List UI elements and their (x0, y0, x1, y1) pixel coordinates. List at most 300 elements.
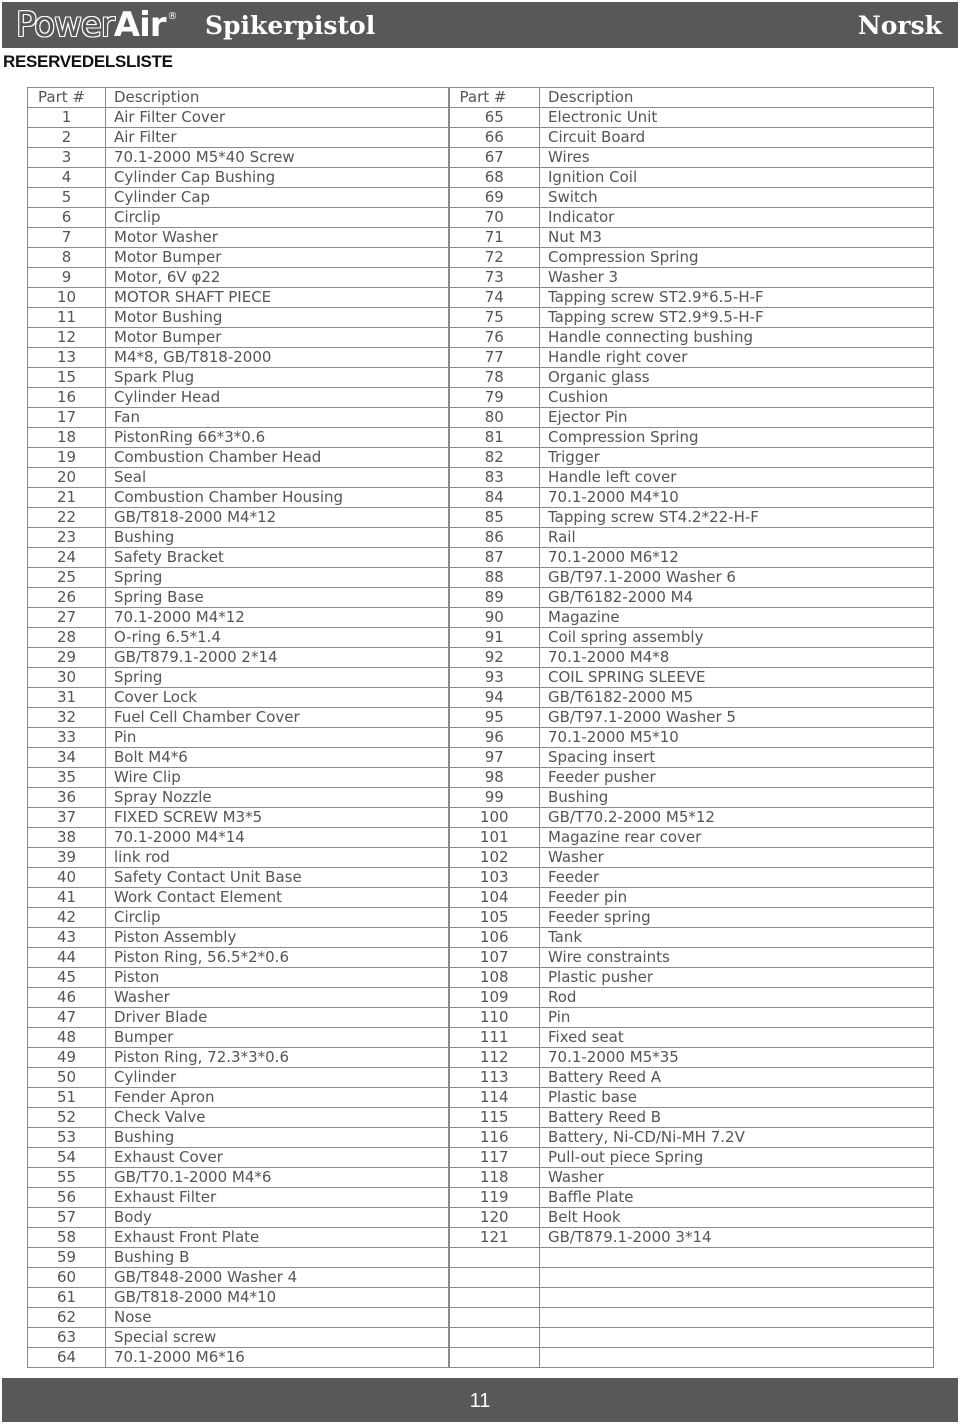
description-left: Combustion Chamber Head (106, 448, 449, 468)
part-number-left: 55 (28, 1168, 106, 1188)
part-number-right: 87 (449, 548, 540, 568)
part-number-left: 20 (28, 468, 106, 488)
description-right: Ejector Pin (540, 408, 934, 428)
description-right: GB/T879.1-2000 3*14 (540, 1228, 934, 1248)
table-row (28, 268, 934, 288)
page-header (2, 2, 958, 48)
table-row (28, 748, 934, 768)
part-number-left: 54 (28, 1148, 106, 1168)
table-row (28, 408, 934, 428)
part-number-left: 1 (28, 108, 106, 128)
table-row (28, 848, 934, 868)
part-number-left: 29 (28, 648, 106, 668)
part-number-left: 5 (28, 188, 106, 208)
table-row (28, 128, 934, 148)
description-left: 70.1-2000 M5*40 Screw (106, 148, 449, 168)
description-right: Magazine (540, 608, 934, 628)
description-left: Driver Blade (106, 1008, 449, 1028)
part-number-left: 23 (28, 528, 106, 548)
description-left: Spring (106, 568, 449, 588)
description-left: Nose (106, 1308, 449, 1328)
part-number-left: 40 (28, 868, 106, 888)
table-row (28, 1348, 934, 1368)
table-row (28, 208, 934, 228)
description-right: COIL SPRING SLEEVE (540, 668, 934, 688)
part-number-left: 21 (28, 488, 106, 508)
description-right (540, 1308, 934, 1328)
part-number-right: 101 (449, 828, 540, 848)
description-left: Circlip (106, 208, 449, 228)
table-row (28, 1188, 934, 1208)
part-number-right: 83 (449, 468, 540, 488)
parts-table (27, 87, 934, 1368)
description-left: Seal (106, 468, 449, 488)
page-number: 11 (469, 1390, 491, 1412)
part-number-right: 105 (449, 908, 540, 928)
description-right: Coil spring assembly (540, 628, 934, 648)
part-number-left: 47 (28, 1008, 106, 1028)
part-number-right: 69 (449, 188, 540, 208)
description-right: GB/T70.2-2000 M5*12 (540, 808, 934, 828)
part-number-left: 11 (28, 308, 106, 328)
part-number-right: 70 (449, 208, 540, 228)
description-right: 70.1-2000 M5*10 (540, 728, 934, 748)
table-row (28, 668, 934, 688)
part-number-right: 116 (449, 1128, 540, 1148)
table-row (28, 688, 934, 708)
part-number-right: 82 (449, 448, 540, 468)
part-number-left: 50 (28, 1068, 106, 1088)
table-row (28, 1208, 934, 1228)
table-row (28, 568, 934, 588)
description-right: 70.1-2000 M4*10 (540, 488, 934, 508)
part-number-right: 80 (449, 408, 540, 428)
part-number-left: 32 (28, 708, 106, 728)
page-footer (2, 1378, 958, 1422)
part-number-right: 75 (449, 308, 540, 328)
table-row (28, 1128, 934, 1148)
description-right: Tapping screw ST4.2*22-H-F (540, 508, 934, 528)
description-left: Cylinder Cap Bushing (106, 168, 449, 188)
description-right: Feeder pusher (540, 768, 934, 788)
table-row (28, 1088, 934, 1108)
part-number-left: 15 (28, 368, 106, 388)
table-row (28, 548, 934, 568)
part-number-left: 48 (28, 1028, 106, 1048)
table-row (28, 168, 934, 188)
table-row (28, 528, 934, 548)
part-number-right: 78 (449, 368, 540, 388)
part-number-right: 84 (449, 488, 540, 508)
description-left: Bushing (106, 528, 449, 548)
description-left: Exhaust Cover (106, 1148, 449, 1168)
poweair-logo (16, 5, 177, 45)
description-right: Plastic pusher (540, 968, 934, 988)
part-number-right: 66 (449, 128, 540, 148)
part-number-left: 38 (28, 828, 106, 848)
description-right: Battery Reed B (540, 1108, 934, 1128)
description-right: Bushing (540, 788, 934, 808)
description-left: Fender Apron (106, 1088, 449, 1108)
part-number-right: 72 (449, 248, 540, 268)
table-header-row (28, 88, 934, 108)
part-number-right: 119 (449, 1188, 540, 1208)
parts-table-body (28, 88, 934, 1368)
part-number-right: 93 (449, 668, 540, 688)
part-number-right (449, 1288, 540, 1308)
part-number-left: 7 (28, 228, 106, 248)
description-left: Work Contact Element (106, 888, 449, 908)
part-number-right: 91 (449, 628, 540, 648)
description-right (540, 1268, 934, 1288)
part-number-right: 111 (449, 1028, 540, 1048)
table-row (28, 1028, 934, 1048)
description-left: Bushing B (106, 1248, 449, 1268)
registered-mark: ® (167, 11, 177, 22)
description-left: Body (106, 1208, 449, 1228)
part-number-left: 36 (28, 788, 106, 808)
part-number-left: 17 (28, 408, 106, 428)
description-left: Circlip (106, 908, 449, 928)
part-number-left: 46 (28, 988, 106, 1008)
part-number-left: 12 (28, 328, 106, 348)
description-right: Tank (540, 928, 934, 948)
part-number-right: 106 (449, 928, 540, 948)
description-right: Wires (540, 148, 934, 168)
part-number-right: 102 (449, 848, 540, 868)
description-left: M4*8, GB/T818-2000 (106, 348, 449, 368)
part-number-left: 42 (28, 908, 106, 928)
product-title: Spikerpistol (205, 11, 376, 40)
description-right: Cushion (540, 388, 934, 408)
description-right: Handle connecting bushing (540, 328, 934, 348)
description-right: Tapping screw ST2.9*6.5-H-F (540, 288, 934, 308)
description-right: Washer 3 (540, 268, 934, 288)
part-number-left: 64 (28, 1348, 106, 1368)
description-right: Washer (540, 1168, 934, 1188)
table-row (28, 948, 934, 968)
description-left: MOTOR SHAFT PIECE (106, 288, 449, 308)
part-number-left: 63 (28, 1328, 106, 1348)
part-number-left: 2 (28, 128, 106, 148)
table-row (28, 468, 934, 488)
description-left: 70.1-2000 M4*14 (106, 828, 449, 848)
description-right: Feeder pin (540, 888, 934, 908)
description-left: GB/T818-2000 M4*12 (106, 508, 449, 528)
part-number-left: 6 (28, 208, 106, 228)
part-number-left: 53 (28, 1128, 106, 1148)
description-left: Spark Plug (106, 368, 449, 388)
section-title: RESERVEDELSLISTE (3, 52, 173, 71)
column-header-part-right: Part # (449, 88, 540, 108)
part-number-right: 107 (449, 948, 540, 968)
description-right: Compression Spring (540, 248, 934, 268)
table-row (28, 1108, 934, 1128)
part-number-left: 28 (28, 628, 106, 648)
table-row (28, 788, 934, 808)
description-right: Organic glass (540, 368, 934, 388)
description-right (540, 1288, 934, 1308)
part-number-right (449, 1308, 540, 1328)
description-left: Bumper (106, 1028, 449, 1048)
description-left: GB/T70.1-2000 M4*6 (106, 1168, 449, 1188)
part-number-left: 13 (28, 348, 106, 368)
description-right: Plastic base (540, 1088, 934, 1108)
part-number-right (449, 1348, 540, 1368)
description-left: Motor Washer (106, 228, 449, 248)
description-left: 70.1-2000 M4*12 (106, 608, 449, 628)
description-right (540, 1248, 934, 1268)
part-number-left: 30 (28, 668, 106, 688)
description-right: Circuit Board (540, 128, 934, 148)
description-right: Battery, Ni-CD/Ni-MH 7.2V (540, 1128, 934, 1148)
table-row (28, 1228, 934, 1248)
description-right: Rail (540, 528, 934, 548)
description-left: PistonRing 66*3*0.6 (106, 428, 449, 448)
table-row (28, 1288, 934, 1308)
description-left: Spring (106, 668, 449, 688)
part-number-left: 56 (28, 1188, 106, 1208)
table-row (28, 888, 934, 908)
description-left: Exhaust Front Plate (106, 1228, 449, 1248)
part-number-left: 35 (28, 768, 106, 788)
description-left: FIXED SCREW M3*5 (106, 808, 449, 828)
description-right: Feeder spring (540, 908, 934, 928)
table-row (28, 1048, 934, 1068)
description-right: Indicator (540, 208, 934, 228)
description-right: Magazine rear cover (540, 828, 934, 848)
description-left: Motor Bushing (106, 308, 449, 328)
part-number-left: 33 (28, 728, 106, 748)
part-number-left: 18 (28, 428, 106, 448)
part-number-left: 44 (28, 948, 106, 968)
description-left: Exhaust Filter (106, 1188, 449, 1208)
column-header-part-left: Part # (28, 88, 106, 108)
table-row (28, 508, 934, 528)
description-left: Cylinder Cap (106, 188, 449, 208)
description-left: Cylinder Head (106, 388, 449, 408)
table-row (28, 908, 934, 928)
part-number-left: 37 (28, 808, 106, 828)
description-left: Air Filter Cover (106, 108, 449, 128)
description-right: 70.1-2000 M4*8 (540, 648, 934, 668)
table-row (28, 228, 934, 248)
description-right: Handle left cover (540, 468, 934, 488)
description-left: Bushing (106, 1128, 449, 1148)
description-left: Air Filter (106, 128, 449, 148)
part-number-left: 19 (28, 448, 106, 468)
part-number-right: 81 (449, 428, 540, 448)
part-number-right: 71 (449, 228, 540, 248)
description-right: Rod (540, 988, 934, 1008)
table-row (28, 388, 934, 408)
part-number-left: 31 (28, 688, 106, 708)
table-row (28, 368, 934, 388)
description-right: Switch (540, 188, 934, 208)
part-number-right: 68 (449, 168, 540, 188)
table-row (28, 448, 934, 468)
table-row (28, 348, 934, 368)
part-number-left: 3 (28, 148, 106, 168)
table-row (28, 428, 934, 448)
part-number-right: 85 (449, 508, 540, 528)
language-label: Norsk (857, 11, 942, 40)
table-row (28, 1308, 934, 1328)
part-number-left: 49 (28, 1048, 106, 1068)
description-right: Spacing insert (540, 748, 934, 768)
description-left: Piston Ring, 56.5*2*0.6 (106, 948, 449, 968)
description-right: GB/T97.1-2000 Washer 6 (540, 568, 934, 588)
description-left: Safety Bracket (106, 548, 449, 568)
description-right: Nut M3 (540, 228, 934, 248)
description-left: Wire Clip (106, 768, 449, 788)
description-left: Piston Assembly (106, 928, 449, 948)
part-number-left: 59 (28, 1248, 106, 1268)
part-number-left: 8 (28, 248, 106, 268)
part-number-right (449, 1248, 540, 1268)
part-number-right: 98 (449, 768, 540, 788)
part-number-left: 41 (28, 888, 106, 908)
description-left: GB/T848-2000 Washer 4 (106, 1268, 449, 1288)
part-number-left: 43 (28, 928, 106, 948)
part-number-left: 51 (28, 1088, 106, 1108)
part-number-right: 112 (449, 1048, 540, 1068)
part-number-right: 121 (449, 1228, 540, 1248)
part-number-right: 97 (449, 748, 540, 768)
table-row (28, 488, 934, 508)
description-left: Fan (106, 408, 449, 428)
part-number-left: 27 (28, 608, 106, 628)
description-right: Pull-out piece Spring (540, 1148, 934, 1168)
part-number-right: 67 (449, 148, 540, 168)
part-number-right: 114 (449, 1088, 540, 1108)
description-left: O-ring 6.5*1.4 (106, 628, 449, 648)
table-row (28, 1328, 934, 1348)
part-number-left: 62 (28, 1308, 106, 1328)
description-right: Fixed seat (540, 1028, 934, 1048)
part-number-left: 9 (28, 268, 106, 288)
description-left: Pin (106, 728, 449, 748)
description-right: Battery Reed A (540, 1068, 934, 1088)
part-number-right: 108 (449, 968, 540, 988)
part-number-left: 16 (28, 388, 106, 408)
description-left: Check Valve (106, 1108, 449, 1128)
part-number-left: 52 (28, 1108, 106, 1128)
table-row (28, 808, 934, 828)
table-row (28, 1068, 934, 1088)
table-row (28, 988, 934, 1008)
table-row (28, 768, 934, 788)
description-right: 70.1-2000 M6*12 (540, 548, 934, 568)
part-number-right: 117 (449, 1148, 540, 1168)
description-right: Feeder (540, 868, 934, 888)
part-number-right: 90 (449, 608, 540, 628)
description-left: Fuel Cell Chamber Cover (106, 708, 449, 728)
table-row (28, 248, 934, 268)
column-header-description-left: Description (106, 88, 449, 108)
part-number-right: 113 (449, 1068, 540, 1088)
part-number-left: 24 (28, 548, 106, 568)
description-right: Belt Hook (540, 1208, 934, 1228)
description-left: GB/T818-2000 M4*10 (106, 1288, 449, 1308)
part-number-right: 92 (449, 648, 540, 668)
part-number-left: 39 (28, 848, 106, 868)
table-row (28, 188, 934, 208)
table-row (28, 148, 934, 168)
table-row (28, 928, 934, 948)
part-number-right: 94 (449, 688, 540, 708)
description-left: GB/T879.1-2000 2*14 (106, 648, 449, 668)
logo-power-text: Power (16, 5, 114, 45)
table-row (28, 588, 934, 608)
table-row (28, 868, 934, 888)
description-left: Combustion Chamber Housing (106, 488, 449, 508)
part-number-right: 74 (449, 288, 540, 308)
table-row (28, 1168, 934, 1188)
part-number-right (449, 1328, 540, 1348)
description-left: Piston Ring, 72.3*3*0.6 (106, 1048, 449, 1068)
part-number-right: 96 (449, 728, 540, 748)
column-header-description-right: Description (540, 88, 934, 108)
description-left: Special screw (106, 1328, 449, 1348)
table-row (28, 708, 934, 728)
description-right: Compression Spring (540, 428, 934, 448)
description-right: Wire constraints (540, 948, 934, 968)
part-number-right: 95 (449, 708, 540, 728)
table-row (28, 828, 934, 848)
description-right: Electronic Unit (540, 108, 934, 128)
part-number-left: 26 (28, 588, 106, 608)
description-right: GB/T97.1-2000 Washer 5 (540, 708, 934, 728)
part-number-right: 118 (449, 1168, 540, 1188)
part-number-left: 10 (28, 288, 106, 308)
description-right: Trigger (540, 448, 934, 468)
description-right (540, 1328, 934, 1348)
table-row (28, 1008, 934, 1028)
description-right: GB/T6182-2000 M4 (540, 588, 934, 608)
description-left: Spring Base (106, 588, 449, 608)
part-number-right: 73 (449, 268, 540, 288)
description-left: Motor Bumper (106, 248, 449, 268)
table-row (28, 648, 934, 668)
description-right: Baffle Plate (540, 1188, 934, 1208)
part-number-right: 103 (449, 868, 540, 888)
part-number-right: 86 (449, 528, 540, 548)
description-right: Ignition Coil (540, 168, 934, 188)
part-number-right (449, 1268, 540, 1288)
part-number-right: 100 (449, 808, 540, 828)
table-row (28, 1268, 934, 1288)
part-number-right: 99 (449, 788, 540, 808)
part-number-left: 60 (28, 1268, 106, 1288)
part-number-left: 34 (28, 748, 106, 768)
part-number-left: 58 (28, 1228, 106, 1248)
description-right: Tapping screw ST2.9*9.5-H-F (540, 308, 934, 328)
table-row (28, 728, 934, 748)
part-number-left: 45 (28, 968, 106, 988)
part-number-right: 77 (449, 348, 540, 368)
description-left: Washer (106, 988, 449, 1008)
part-number-left: 61 (28, 1288, 106, 1308)
description-right: Washer (540, 848, 934, 868)
table-row (28, 108, 934, 128)
table-row (28, 968, 934, 988)
part-number-right: 115 (449, 1108, 540, 1128)
table-row (28, 328, 934, 348)
table-row (28, 628, 934, 648)
description-left: Safety Contact Unit Base (106, 868, 449, 888)
description-left: Motor Bumper (106, 328, 449, 348)
